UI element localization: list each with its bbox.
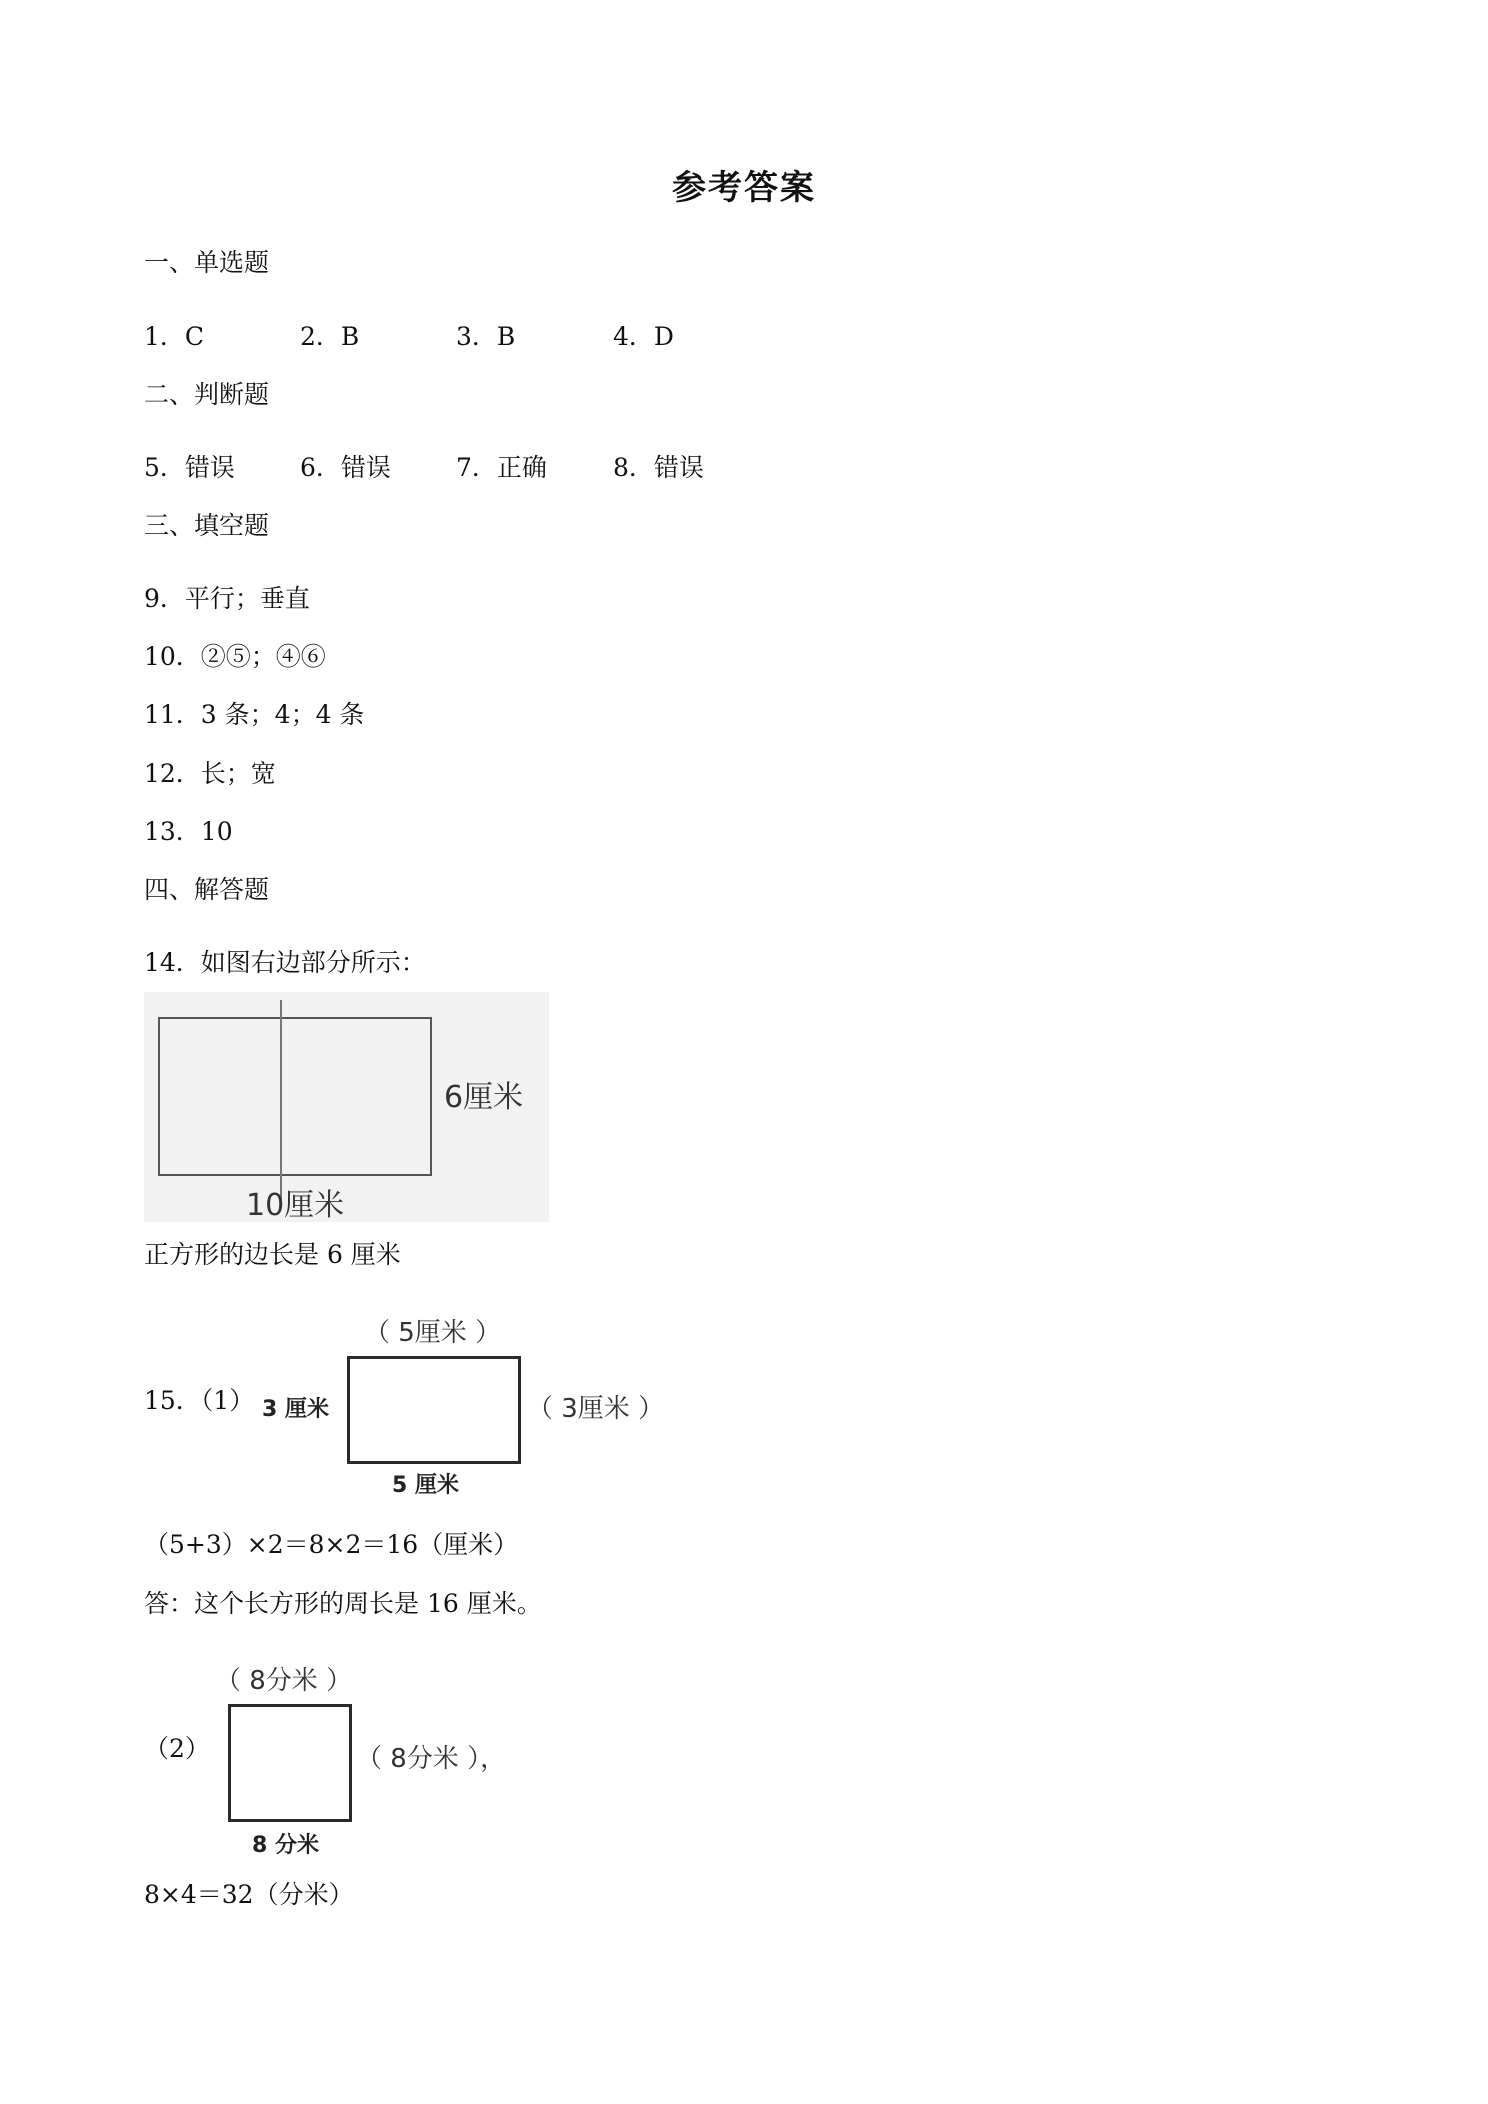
answer-item: 3．B [456,322,516,351]
fig1-left-label: 3 厘米 [262,1397,329,1422]
side-length-label: 6厘米 [444,1080,524,1115]
fig1-right-label: （ 3厘米 ） [527,1394,665,1424]
question-15-part1-prefix: 15．（1） [144,1386,255,1415]
answer-item: 9．平行；垂直 [144,584,310,613]
answer-item: 11．3 条；4；4 条 [144,700,365,729]
answer-item: 5．错误 [144,453,235,482]
square-figure-2 [228,1704,352,1822]
section-heading-single-choice: 一、单选题 [144,248,270,277]
divider-line [280,1000,282,1200]
answer-item: 4．D [613,322,674,351]
answer-item: 7．正确 [456,453,547,482]
page-title: 参考答案 [672,168,816,208]
section-heading-fill-blank: 三、填空题 [144,511,270,540]
answer-item: 1．C [144,322,205,351]
fig1-bottom-label: 5 厘米 [392,1473,459,1498]
calculation-1: （5+3）×2＝8×2＝16（厘米） [144,1530,519,1559]
answer-item: 2．B [300,322,360,351]
answer-item: 12．长；宽 [144,759,276,788]
rectangle-figure-1 [347,1356,521,1464]
rectangle-outline [158,1017,432,1176]
fig2-bottom-label: 8 分米 [252,1833,319,1858]
section-heading-judgement: 二、判断题 [144,380,270,409]
answer-item: 8．错误 [613,453,704,482]
fig2-top-label: （ 8分米 ） [215,1666,353,1696]
answer-item: 10．②⑤；④⑥ [144,642,326,671]
calculation-2: 8×4＝32（分米） [144,1880,354,1909]
question-14-text: 14．如图右边部分所示： [144,948,426,977]
section-heading-solutions: 四、解答题 [144,875,270,904]
bottom-length-label: 10厘米 [246,1188,345,1223]
question-14-answer: 正方形的边长是 6 厘米 [144,1240,401,1269]
figure-q14 [144,992,549,1222]
answer-item: 6．错误 [300,453,391,482]
fig1-top-label: （ 5厘米 ） [364,1318,502,1348]
question-15-part2-prefix: （2） [144,1734,210,1763]
answer-item: 13．10 [144,817,233,846]
fig2-right-label: （ 8分米 ）， [356,1744,507,1774]
answer-1: 答：这个长方形的周长是 16 厘米。 [144,1589,542,1618]
